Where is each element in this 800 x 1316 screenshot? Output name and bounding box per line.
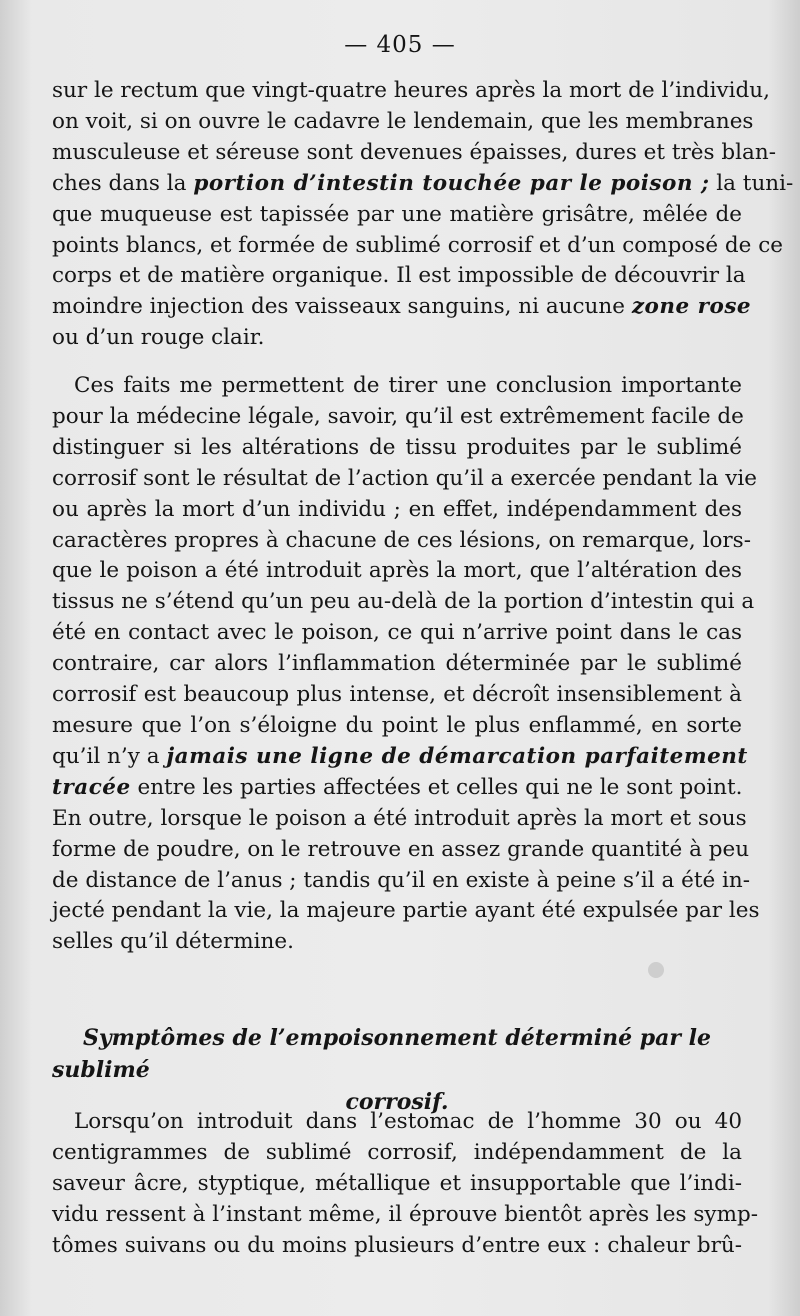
text-line	[52, 261, 746, 292]
text-line	[52, 76, 770, 107]
line-text: de distance de l’anus ; tandis qu’il en existe à peine s’il a été in-	[52, 867, 751, 893]
line-text: ou d’un rouge clair.	[52, 325, 265, 351]
line-text: tissus ne s’étend qu’un peu au-delà de la portion d’intestin qui a	[52, 589, 755, 615]
section-heading-line-1: Symptômes de l’empoisonnement déterminé par le sublimé	[52, 1025, 712, 1083]
line-text: musculeuse et séreuse sont devenues épaisses, dures et très blan-	[52, 139, 776, 165]
line-text: points blancs, et formée de sublimé corrosif et d’un composé de ce	[52, 232, 783, 258]
text-line	[52, 231, 783, 262]
text-line	[52, 1107, 742, 1138]
paragraph-symptoms	[52, 1107, 758, 1262]
line-text: corps et de matière organique. Il est impossible de découvrir la	[52, 263, 746, 289]
line-text: En outre, lorsque le poison a été introduit après la mort et sous	[52, 805, 747, 831]
paragraph-conclusion	[52, 371, 760, 958]
line-text: ches dans la	[52, 170, 194, 196]
text-line	[52, 804, 747, 835]
line-text: centigrammes de sublimé corrosif, indépendamment de la	[52, 1139, 742, 1165]
line-text: Ces faits me permettent de tirer une conclusion importante	[74, 373, 742, 398]
text-line	[52, 1138, 742, 1169]
text-line	[52, 587, 755, 618]
section-heading-line-2: corrosif.	[345, 1089, 449, 1115]
line-text: moindre injection des vaisseaux sanguins, ni aucune	[52, 294, 632, 320]
line-text: forme de poudre, on le retrouve en assez grande quantité à peu	[52, 836, 750, 862]
paper-stain	[648, 962, 664, 978]
line-text: corrosif sont le résultat de l’action qu’il a exercée pendant la vie	[52, 465, 758, 491]
line-text: saveur âcre, styptique, métallique et insupportable que l’indi-	[52, 1170, 742, 1196]
text-line	[52, 742, 748, 773]
line-text: que le poison a été introduit après la mort, que l’altération des	[52, 558, 742, 584]
text-line	[52, 138, 776, 169]
text-line	[52, 169, 794, 200]
text-line	[52, 618, 742, 649]
section-heading	[52, 1022, 742, 1118]
line-text: mesure que l’on s’éloigne du point le plus enflammé, en sorte	[52, 712, 742, 738]
text-line	[52, 526, 751, 557]
text-line	[52, 402, 742, 433]
text-line	[52, 433, 742, 464]
text-line	[52, 107, 754, 138]
text-line	[52, 649, 742, 680]
text-line	[52, 495, 742, 526]
text-line	[52, 1200, 758, 1231]
text-line	[52, 371, 742, 402]
text-line	[52, 556, 742, 587]
line-text: la tuni-	[709, 170, 794, 196]
line-text: ou après la mort d’un individu ; en effet, indépendamment des	[52, 496, 742, 522]
emphasis-text: zone rose	[631, 294, 752, 320]
text-line	[52, 835, 750, 866]
text-line	[52, 1231, 742, 1262]
emphasis-text: portion d’intestin touchée par le poison ;	[193, 170, 710, 196]
line-text: entre les parties affectées et celles qui ne le sont point.	[130, 774, 743, 800]
text-line	[52, 200, 742, 231]
line-text: été en contact avec le poison, ce qui n’arrive point dans le cas	[52, 620, 742, 646]
line-text: que muqueuse est tapissée par une matière grisâtre, mêlée de	[52, 201, 742, 227]
line-text: tômes suivans ou du moins plusieurs d’entre eux : chaleur brû-	[52, 1232, 742, 1258]
text-line	[52, 773, 742, 804]
line-text: jecté pendant la vie, la majeure partie ayant été expulsée par les	[52, 898, 760, 924]
text-line	[52, 927, 742, 958]
line-text: contraire, car alors l’inflammation déterminée par le sublimé	[52, 651, 742, 677]
line-text: on voit, si on ouvre le cadavre le lendemain, que les membranes	[52, 108, 754, 134]
line-text: Lorsqu’on introduit dans l’estomac de l’homme 30 ou 40	[74, 1109, 742, 1134]
text-line	[52, 680, 742, 711]
line-text: pour la médecine légale, savoir, qu’il est extrêmement facile de	[52, 403, 744, 429]
text-line	[52, 323, 742, 354]
text-line	[52, 711, 742, 742]
text-line	[52, 866, 751, 897]
paragraph-continued	[52, 76, 794, 354]
line-text: qu’il n’y a	[52, 743, 167, 769]
line-text: selles qu’il détermine.	[52, 929, 294, 955]
page-number: — 405 —	[344, 32, 456, 58]
emphasis-text: tracée	[52, 774, 131, 800]
text-line	[52, 292, 752, 323]
text-line	[52, 464, 758, 495]
line-text: vidu ressent à l’instant même, il éprouve bientôt après les symp-	[52, 1201, 758, 1227]
text-line	[52, 896, 760, 927]
line-text: sur le rectum que vingt-quatre heures après la mort de l’individu,	[52, 78, 770, 103]
line-text: caractères propres à chacune de ces lésions, on remarque, lors-	[52, 527, 751, 553]
line-text: distinguer si les altérations de tissu produites par le sublimé	[52, 434, 742, 460]
text-line	[52, 1169, 742, 1200]
line-text: corrosif est beaucoup plus intense, et décroît insensiblement à	[52, 682, 742, 708]
emphasis-text: jamais une ligne de démarcation parfaitement	[166, 743, 748, 769]
